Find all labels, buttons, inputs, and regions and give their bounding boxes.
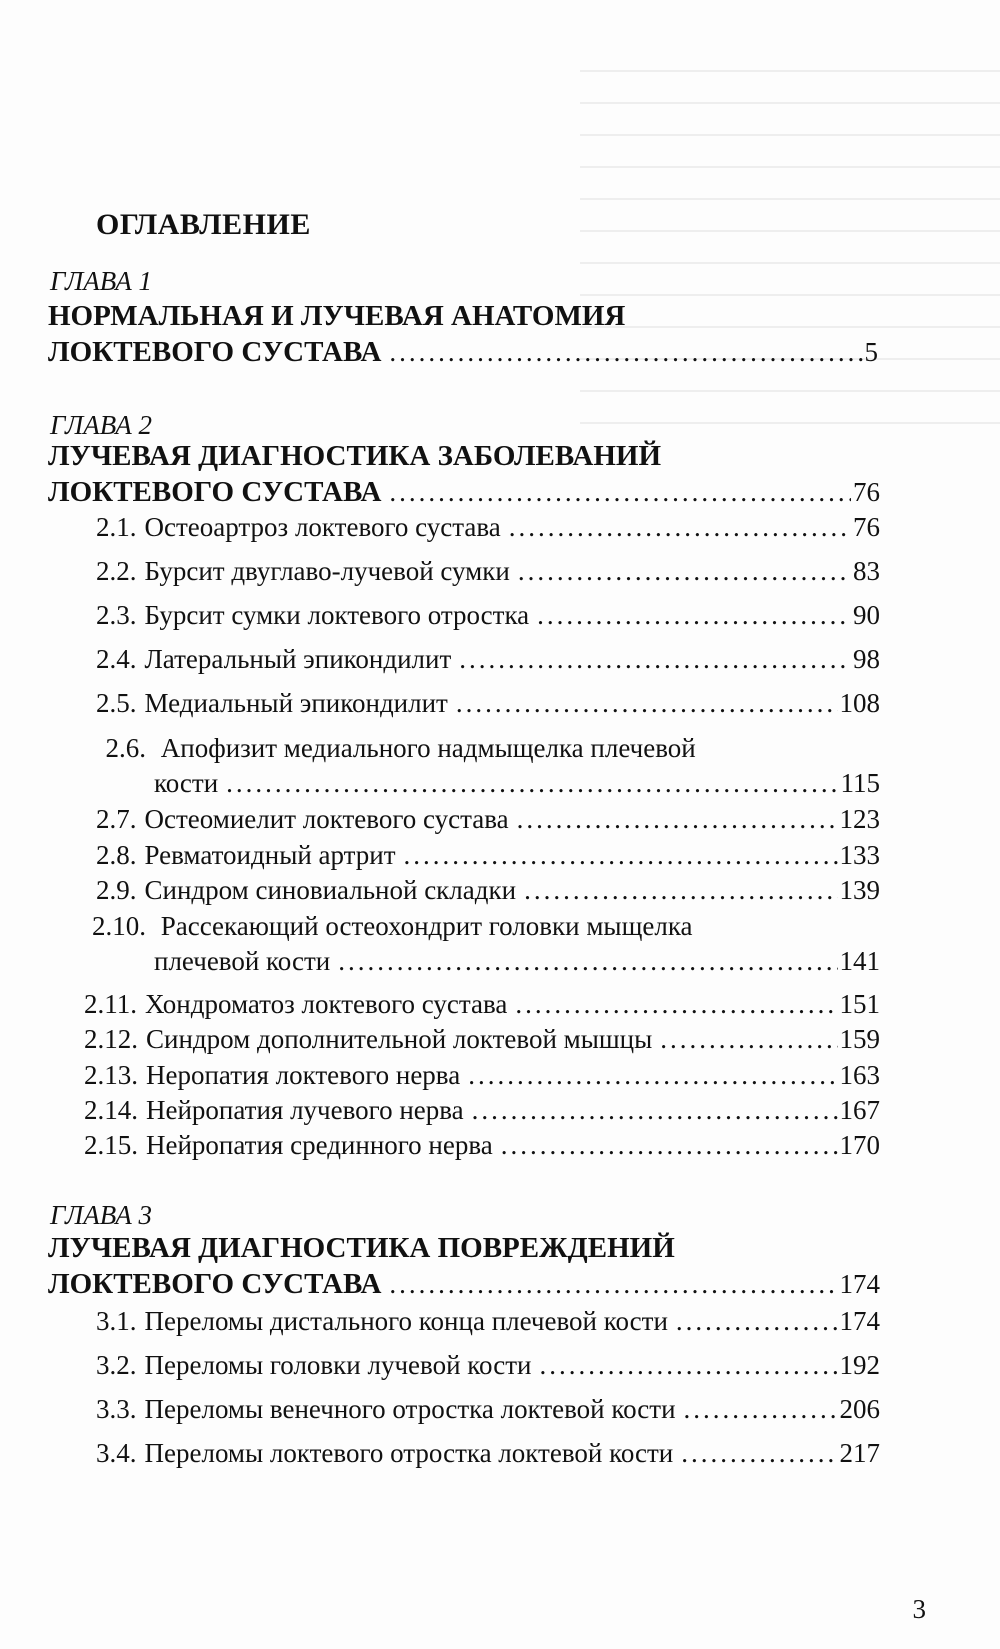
section-number: 2.2. [96, 556, 137, 586]
chapter-3-label: ГЛАВА 3 [50, 1200, 152, 1230]
leader-dots [676, 1306, 838, 1337]
leader-dots [226, 768, 838, 799]
leader-dots [389, 337, 862, 368]
section-page: 76 [853, 512, 880, 542]
toc-entry-2-2[interactable] [96, 556, 880, 587]
chapter-2-title-line2[interactable] [48, 476, 880, 509]
section-title: Остеоартроз локтевого сустава [144, 512, 501, 542]
section-page: 90 [853, 600, 880, 630]
section-title: Хондроматоз локтевого сустава [145, 989, 508, 1019]
toc-entry-3-2[interactable] [96, 1350, 880, 1381]
toc-entry-2-13[interactable] [84, 1060, 880, 1091]
section-title: Синдром дополнительной локтевой мышцы [146, 1024, 653, 1054]
section-page: 98 [853, 644, 880, 674]
section-page: 151 [839, 989, 880, 1019]
leader-dots [501, 1130, 838, 1161]
section-title-continued: кости [154, 768, 219, 798]
section-page: 170 [839, 1130, 880, 1160]
section-title: Латеральный эпикондилит [144, 644, 452, 674]
section-page: 108 [839, 688, 880, 718]
chapter-1-title-line2[interactable] [48, 336, 878, 369]
section-number: 2.8. [96, 840, 137, 870]
chapter-1-page: 5 [864, 337, 878, 367]
section-number: 2.4. [96, 644, 137, 674]
toc-entry-2-9[interactable] [96, 875, 880, 906]
leader-dots [389, 1269, 837, 1300]
chapter-3-title-line2[interactable] [48, 1268, 880, 1301]
leader-dots [524, 875, 837, 906]
section-number: 2.6. [105, 733, 146, 763]
section-title: Рассекающий остеохондрит головки мыщелка [160, 911, 693, 941]
section-page: 159 [839, 1024, 880, 1054]
section-page: 163 [839, 1060, 880, 1090]
toc-entry-2-1[interactable] [96, 512, 880, 543]
leader-dots [389, 477, 851, 508]
section-number: 2.13. [84, 1060, 138, 1090]
section-number: 3.2. [96, 1350, 137, 1380]
section-number: 2.9. [96, 875, 137, 905]
section-number: 2.10. [92, 911, 146, 941]
section-title: Бурсит сумки локтевого отростка [144, 600, 530, 630]
chapter-2-page: 76 [853, 477, 880, 507]
leader-dots [338, 946, 837, 977]
chapter-1-label: ГЛАВА 1 [50, 266, 152, 296]
section-page: 141 [839, 946, 880, 976]
section-number: 2.12. [84, 1024, 138, 1054]
toc-entry-3-3[interactable] [96, 1394, 880, 1425]
section-number: 2.11. [84, 989, 137, 1019]
section-page: 167 [839, 1095, 880, 1125]
toc-entry-2-8[interactable] [96, 840, 880, 871]
chapter-1-title-text: ЛОКТЕВОГО СУСТАВА [48, 336, 382, 368]
leader-dots [404, 840, 838, 871]
section-title: Нейропатия лучевого нерва [146, 1095, 464, 1125]
section-title: Бурсит двуглаво-лучевой сумки [144, 556, 510, 586]
toc-entry-2-4[interactable] [96, 644, 880, 675]
section-title: Ревматоидный артрит [144, 840, 396, 870]
section-page: 206 [839, 1394, 880, 1424]
section-title: Медиальный эпикондилит [144, 688, 448, 718]
toc-entry-2-7[interactable] [96, 804, 880, 835]
section-title-continued: плечевой кости [154, 946, 331, 976]
leader-dots [539, 1350, 837, 1381]
chapter-2-title-text: ЛОКТЕВОГО СУСТАВА [48, 476, 382, 508]
toc-entry-2-6-line2[interactable] [154, 768, 880, 799]
toc-entry-2-11[interactable] [84, 989, 880, 1020]
section-page: 139 [839, 875, 880, 905]
section-page: 115 [840, 768, 880, 798]
section-page: 83 [853, 556, 880, 586]
section-title: Неропатия локтевого нерва [146, 1060, 461, 1090]
leader-dots [518, 556, 851, 587]
section-number: 3.1. [96, 1306, 137, 1336]
toc-entry-2-10-line1[interactable] [84, 911, 693, 942]
section-title: Переломы головки лучевой кости [144, 1350, 532, 1380]
section-title: Апофизит медиального надмыщелка плечевой [160, 733, 696, 763]
chapter-1-title-line1: НОРМАЛЬНАЯ И ЛУЧЕВАЯ АНАТОМИЯ [48, 300, 626, 332]
section-number: 2.7. [96, 804, 137, 834]
section-title: Переломы локтевого отростка локтевой кости [144, 1438, 674, 1468]
chapter-2-title-line1: ЛУЧЕВАЯ ДИАГНОСТИКА ЗАБОЛЕВАНИЙ [48, 440, 662, 472]
leader-dots [517, 804, 838, 835]
leader-dots [537, 600, 851, 631]
toc-entry-2-14[interactable] [84, 1095, 880, 1126]
toc-entry-2-15[interactable] [84, 1130, 880, 1161]
section-number: 2.1. [96, 512, 137, 542]
section-number: 2.3. [96, 600, 137, 630]
section-page: 217 [839, 1438, 880, 1468]
page-number: 3 [912, 1594, 926, 1624]
leader-dots [515, 989, 837, 1020]
section-title: Синдром синовиальной складки [144, 875, 517, 905]
toc-entry-3-4[interactable] [96, 1438, 880, 1469]
section-number: 2.14. [84, 1095, 138, 1125]
leader-dots [684, 1394, 838, 1425]
chapter-2-label: ГЛАВА 2 [50, 410, 152, 440]
leader-dots [681, 1438, 837, 1469]
section-number: 3.4. [96, 1438, 137, 1468]
toc-entry-2-5[interactable] [96, 688, 880, 719]
section-title: Остеомиелит локтевого сустава [144, 804, 509, 834]
section-number: 2.5. [96, 688, 137, 718]
toc-entry-2-3[interactable] [96, 600, 880, 631]
chapter-3-title-line1: ЛУЧЕВАЯ ДИАГНОСТИКА ПОВРЕЖДЕНИЙ [48, 1232, 675, 1264]
section-title: Переломы венечного отростка локтевой кости [144, 1394, 676, 1424]
chapter-3-title-text: ЛОКТЕВОГО СУСТАВА [48, 1268, 382, 1300]
toc-title: ОГЛАВЛЕНИЕ [96, 208, 311, 241]
section-number: 3.3. [96, 1394, 137, 1424]
section-title: Переломы дистального конца плечевой кости [144, 1306, 668, 1336]
leader-dots [468, 1060, 837, 1091]
leader-dots [509, 512, 851, 543]
bleed-through-shadow [580, 70, 1000, 430]
section-page: 123 [839, 804, 880, 834]
section-title: Нейропатия срединного нерва [146, 1130, 493, 1160]
toc-entry-2-10-line2[interactable] [154, 946, 880, 977]
section-page: 192 [839, 1350, 880, 1380]
section-page: 174 [839, 1306, 880, 1336]
toc-entry-2-12[interactable] [84, 1024, 880, 1055]
leader-dots [459, 644, 851, 675]
toc-entry-3-1[interactable] [96, 1306, 880, 1337]
leader-dots [472, 1095, 838, 1126]
toc-entry-2-6-line1[interactable] [96, 733, 696, 764]
section-page: 133 [839, 840, 880, 870]
chapter-3-page: 174 [839, 1269, 880, 1299]
leader-dots [660, 1024, 837, 1055]
leader-dots [456, 688, 838, 719]
section-number: 2.15. [84, 1130, 138, 1160]
